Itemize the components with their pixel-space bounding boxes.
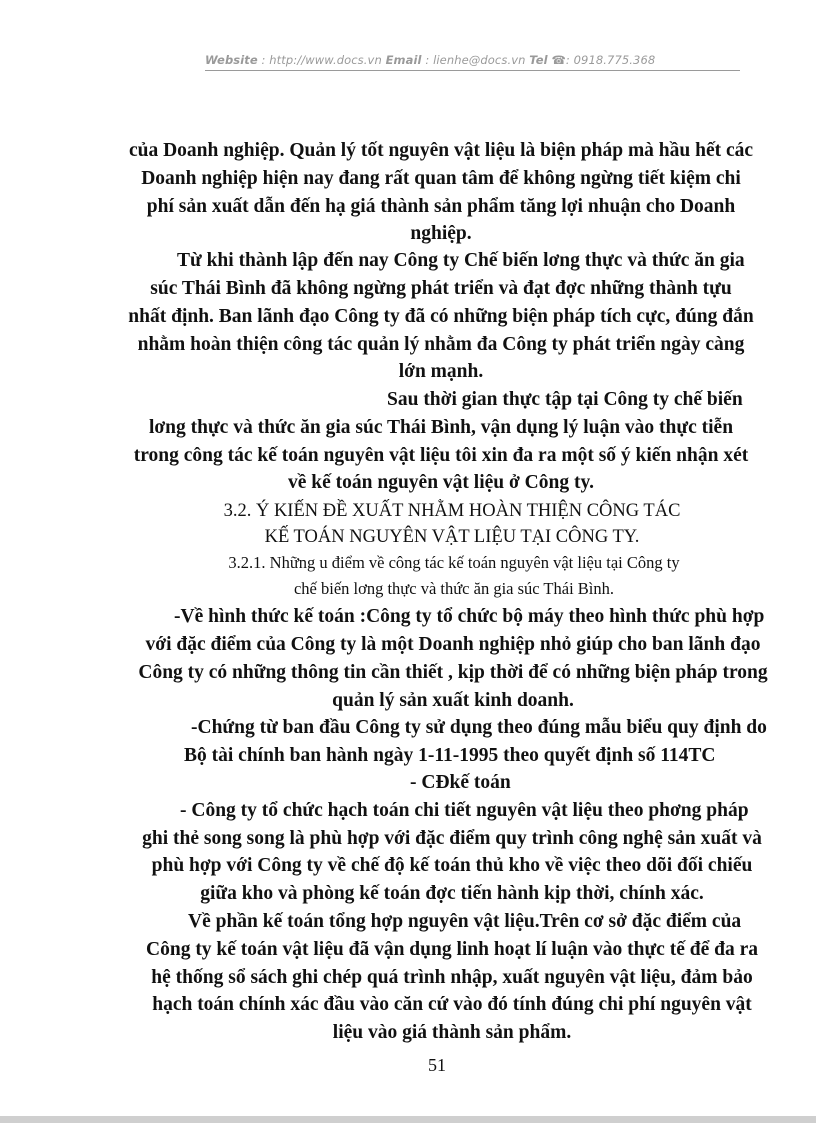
page-number: 51	[428, 1055, 446, 1075]
text-line: - CĐkế toán	[410, 772, 511, 793]
text-line: Công ty có những thông tin cần thiết , kịp thời để có những biện pháp trong	[138, 662, 768, 683]
text-line: lớn mạnh.	[398, 361, 484, 382]
text-line: ghi thẻ song song là phù hợp với đặc điểm quy trình công nghệ sản xuất và	[142, 828, 762, 849]
text-line: của Doanh nghiệp. Quản lý tốt nguyên vật liệu là biện pháp mà hầu hết các	[128, 140, 754, 161]
text-line: Doanh nghiệp hiện nay đang rất quan tâm để không ngừng tiết kiệm chi	[141, 168, 741, 189]
text-line: phù hợp với Công ty về chế độ kế toán thủ kho về việc theo dõi đối chiếu	[151, 855, 753, 876]
text-line: súc Thái Bình đã không ngừng phát triển và đạt đợc những thành tựu	[150, 278, 732, 299]
header-rule	[205, 70, 740, 71]
text-line: nhất định. Ban lãnh đạo Công ty đã có những biện pháp tích cực, đúng đắn	[128, 306, 754, 327]
text-line: quản lý sản xuất kinh doanh.	[332, 690, 574, 711]
text-line: Sau thời gian thực tập tại Công ty chế biến	[387, 389, 743, 410]
page-header	[205, 53, 675, 67]
text-line: -Về hình thức kế toán :Công ty tổ chức bộ máy theo hình thức phù hợp	[174, 606, 765, 627]
text-line: liệu vào giá thành sản phẩm.	[332, 1022, 572, 1043]
tel-value: : 0918.775.368	[565, 53, 656, 67]
text-line: giữa kho và phòng kế toán đợc tiến hành kịp thời, chính xác.	[200, 883, 704, 904]
text-line: trong công tác kế toán nguyên vật liệu tôi xin đa ra một số ý kiến nhận xét	[133, 445, 749, 466]
text-line: Từ khi thành lập đến nay Công ty Chế biến lơng thực và thức ăn gia	[177, 250, 745, 271]
text-line: - Công ty tổ chức hạch toán chi tiết nguyên vật liệu theo phơng pháp	[180, 800, 749, 821]
text-line: về kế toán nguyên vật liệu ở Công ty.	[287, 472, 595, 493]
text-line: Về phần kế toán tổng hợp nguyên vật liệu.Trên cơ sở đặc điểm của	[188, 911, 742, 932]
website-value: : http://www.docs.vn	[261, 53, 382, 67]
text-line: Công ty kế toán vật liệu đã vận dụng linh hoạt lí luận vào thực tế để đa ra	[146, 939, 758, 960]
text-line: với đặc điểm của Công ty là một Doanh nghiệp nhỏ giúp cho ban lãnh đạo	[145, 634, 761, 655]
text-line: -Chứng từ ban đầu Công ty sử dụng theo đúng mẫu biểu quy định do	[191, 717, 767, 738]
text-line: nhằm hoàn thiện công tác quản lý nhằm đa Công ty phát triển ngày càng	[137, 334, 745, 355]
subsection-heading: 3.2.1. Những u điểm về công tác kế toán nguyên vật liệu tại Công ty	[228, 553, 680, 572]
text-line: nghiệp.	[410, 223, 472, 244]
section-heading: KẾ TOÁN NGUYÊN VẬT LIỆU TẠI CÔNG TY.	[264, 527, 640, 547]
page-bottom-edge	[0, 1116, 816, 1123]
tel-label: Tel	[529, 53, 548, 67]
text-line: phí sản xuất dẫn đến hạ giá thành sản phẩm tăng lợi nhuận cho Doanh	[146, 196, 736, 217]
text-line: hạch toán chính xác đầu vào căn cứ vào đó tính đúng chi phí nguyên vật	[152, 994, 752, 1015]
email-value: : lienhe@docs.vn	[425, 53, 526, 67]
text-line: hệ thống sổ sách ghi chép quá trình nhập, xuất nguyên vật liệu, đảm bảo	[151, 967, 753, 988]
text-line: lơng thực và thức ăn gia súc Thái Bình, vận dụng lý luận vào thực tiễn	[148, 417, 734, 438]
section-heading: 3.2. Ý KIẾN ĐỀ XUẤT NHẰM HOÀN THIỆN CÔNG TÁC	[223, 501, 681, 521]
text-line: Bộ tài chính ban hành ngày 1-11-1995 theo quyết định số 114TC	[184, 745, 716, 766]
website-label: Website	[205, 53, 258, 67]
email-label: Email	[385, 53, 422, 67]
phone-icon: ☎	[551, 53, 566, 67]
subsection-heading: chế biến lơng thực và thức ăn gia súc Thái Bình.	[293, 579, 615, 598]
